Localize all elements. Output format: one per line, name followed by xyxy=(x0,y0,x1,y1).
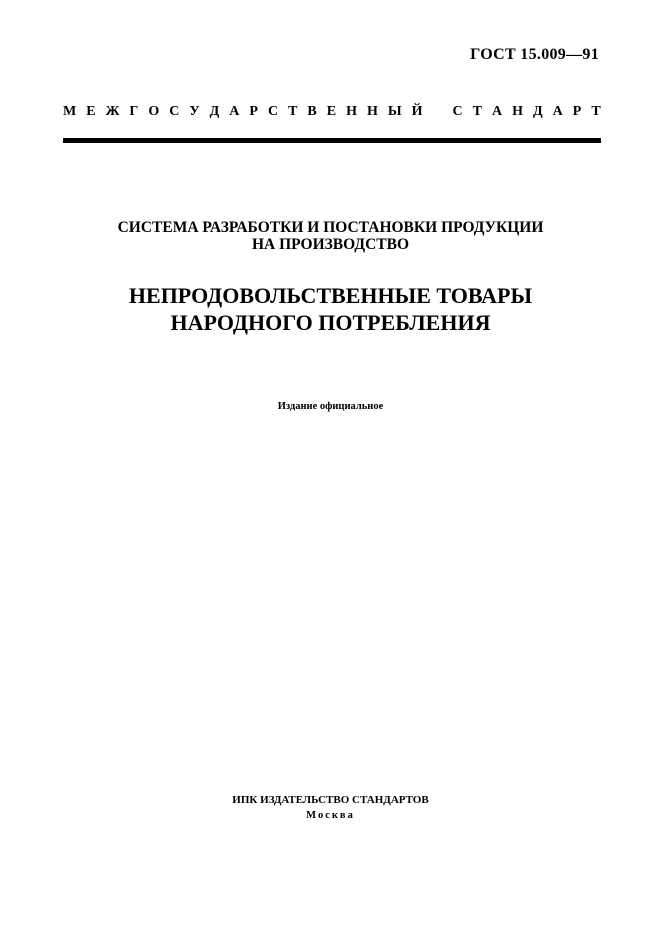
standard-type-letter: Р xyxy=(572,104,582,119)
system-title-line-2: НА ПРОИЗВОДСТВО xyxy=(251,236,410,253)
standard-type-letter: С xyxy=(267,104,279,119)
heading-divider xyxy=(63,138,601,143)
standard-type-letter: У xyxy=(189,104,200,119)
standard-type-letter: Т xyxy=(288,104,298,119)
standard-type-letter: А xyxy=(229,104,240,119)
standard-type-heading xyxy=(63,104,601,120)
standard-type-letter: Т xyxy=(591,104,601,119)
standard-type-letter: О xyxy=(148,104,160,119)
standard-type-letter: Н xyxy=(367,104,378,119)
standard-type-letter: С xyxy=(169,104,180,119)
standard-type-letter: Н xyxy=(512,104,524,119)
standard-type-letter: М xyxy=(63,104,77,119)
standard-type-letter: А xyxy=(552,104,563,119)
standard-type-letter: С xyxy=(452,104,463,119)
standard-type-letter: Д xyxy=(533,104,543,119)
standard-type-gap xyxy=(433,104,443,120)
standard-type-letter: Ж xyxy=(105,104,120,119)
document-code: ГОСТ 15.009—91 xyxy=(470,46,599,63)
standard-type-letter: А xyxy=(492,104,503,119)
standard-type-letter: Д xyxy=(209,104,220,119)
main-title-line-2: НАРОДНОГО ПОТРЕБЛЕНИЯ xyxy=(170,310,491,335)
standard-type-letter: Ы xyxy=(387,104,402,119)
publisher-name: ИПК ИЗДАТЕЛЬСТВО СТАНДАРТОВ xyxy=(232,794,429,806)
publisher-city: Москва xyxy=(306,810,355,821)
standard-type-letter: В xyxy=(307,104,317,119)
standard-type-letter: Т xyxy=(472,104,482,119)
main-title xyxy=(40,282,621,336)
standard-type-letter: Г xyxy=(129,104,139,119)
edition-note: Издание официальное xyxy=(277,401,384,412)
main-title-line-1: НЕПРОДОВОЛЬСТВЕННЫЕ ТОВАРЫ xyxy=(128,283,533,308)
standard-type-letter: Н xyxy=(346,104,357,119)
system-title xyxy=(40,219,621,253)
system-title-line-1: СИСТЕМА РАЗРАБОТКИ И ПОСТАНОВКИ ПРОДУКЦИИ xyxy=(117,219,544,236)
standard-type-letter: Р xyxy=(249,104,258,119)
standard-type-letter: Й xyxy=(411,104,423,119)
standard-type-letter: Е xyxy=(326,104,337,119)
standard-type-letter: Е xyxy=(86,104,96,119)
